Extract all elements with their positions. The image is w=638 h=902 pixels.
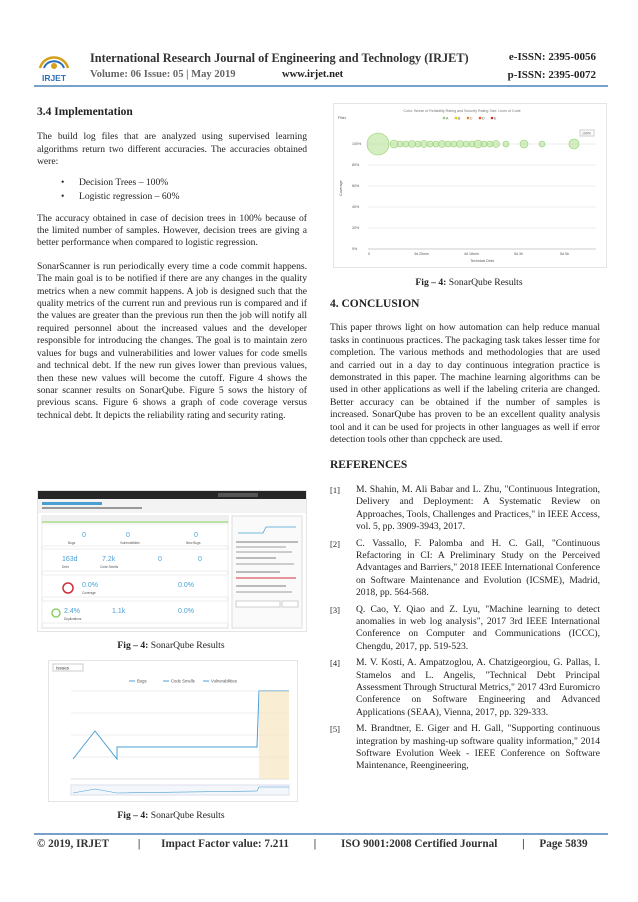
reference-item xyxy=(330,538,600,600)
page-footer xyxy=(37,838,607,850)
legend-b: B xyxy=(458,116,461,121)
footer-rule xyxy=(34,833,608,835)
figure-caption xyxy=(333,277,605,288)
reference-item xyxy=(330,484,600,534)
irjet-logo xyxy=(34,50,74,84)
legend-c: C xyxy=(470,116,473,121)
accuracy-list xyxy=(37,177,307,205)
p-issn: p-ISSN: 2395-0072 xyxy=(507,69,596,81)
bubble-title: Color: Worse of Reliability Rating and Security Rating Size: Lines of Code xyxy=(403,109,521,113)
metric-code-smells: 7.2k xyxy=(102,556,116,563)
paragraph-conclusion: This paper throws light on how automation can help reduce manual tasks in continuous practices. The packaging task takes lesser time for completion. The various methods and methodologies that are used and carried out in a day to day continuous integration practice is demonstrated in this paper. The machine learning algorithms can be used in other applications as well if the labeling criteria are changed. Better accuracy can be obtained if the number of samples is increased. SonarQube has proven to be an excellent quality analysis tool and it can be used for projects in other languages as well if error detection tools other than cppcheck are used. xyxy=(330,322,600,446)
section-heading-references: REFERENCES xyxy=(330,459,408,472)
footer-separator: | xyxy=(522,838,525,850)
journal-header xyxy=(0,0,638,92)
history-chart xyxy=(49,661,297,801)
footer-iso: ISO 9001:2008 Certified Journal xyxy=(341,838,498,850)
metric-coverage: 0.0% xyxy=(82,582,98,589)
caption-text: SonarQube Results xyxy=(150,640,225,651)
footer-page-number: Page 5839 xyxy=(539,838,588,850)
sonarqube-history-figure xyxy=(48,660,298,802)
ytick: 0% xyxy=(352,247,358,251)
caption-label: Fig – 4: xyxy=(117,640,149,651)
bubble-corner-label: Filter xyxy=(338,116,346,120)
e-issn: e-ISSN: 2395-0056 xyxy=(508,51,596,63)
reference-item xyxy=(330,723,600,773)
label-bugs: Bugs xyxy=(68,541,76,545)
label-new-bugs: New Bugs xyxy=(186,541,201,545)
reference-text: M. V. Kosti, A. Ampatzoglou, A. Chatzigeorgiou, G. Pallas, I. Stamelos and L. Angelis, "Technical Debt Principal Assessment Through Structural Metrics," 2017 43rd Euromicro Conference on Software Engineering and Advanced Applications (SEAA), Vienna, 2017, pp. 329-333. xyxy=(356,657,600,718)
legend-e: E xyxy=(494,116,497,121)
paragraph-sonarscanner: SonarScanner is run periodically every time a code commit happens. The main goal is to be notified if there are any changes in the quality metrics when a new commit happens. A job is designed such that the quality metrics of the current run and previous run is compared and if the values are greater than the previous run then the job will notify all required personnel about the increased values and the developer responsible for introducing the changes. The goal is to maintain zero values for bugs and vulnerabilities and lower values for code smells and technical debt. If the new run gives lower than previous values, then these new values will become the cutoff. Figure 4 shows the sonar scanner results on SonarQube. Figure 5 sows the history of previous scans. Figure 6 shows a graph of code coverage versus technical debt. It depicts the reliability rating and security rating. xyxy=(37,260,307,421)
legend-vulnerabilities: Vulnerabilities xyxy=(211,678,237,684)
right-column xyxy=(330,298,600,777)
metric-new-debt: 0 xyxy=(158,556,162,563)
figure-caption xyxy=(37,810,305,821)
bubble-chart xyxy=(334,104,606,267)
reference-text: Q. Cao, Y. Qiao and Z. Lyu, "Machine learning to detect anomalies in web log analysis", 2017 3rd IEEE International Conference on Computer and Communications (ICCC), Chengdu, 2017, pp. 519-523. xyxy=(356,603,600,652)
footer-separator: | xyxy=(137,838,141,850)
reference-item xyxy=(330,657,600,719)
xtick: 3d 20min xyxy=(414,252,429,256)
reference-number: [1] xyxy=(330,484,340,495)
bubble-pct-badge: 100% xyxy=(582,131,591,136)
reference-number: [3] xyxy=(330,604,340,615)
list-item: • Decision Trees – 100% xyxy=(37,177,307,191)
bubble-ylabel: Coverage xyxy=(339,180,343,196)
references-list xyxy=(330,484,600,773)
metric-new-bugs: 0 xyxy=(194,532,198,539)
legend-code-smells: Code Smells xyxy=(171,678,195,684)
label-duplications: Duplications xyxy=(64,617,82,621)
journal-title: International Research Journal of Engineering and Technology (IRJET) xyxy=(90,51,469,65)
paragraph-decision-trees: The accuracy obtained in case of decision trees in 100% because of the limited number of samples. However, decision trees are giving a better performance when compared to logistic regression. xyxy=(37,212,307,249)
website-link[interactable]: www.irjet.net xyxy=(282,69,344,80)
metric-duplicated-blocks: 1.1k xyxy=(112,608,126,615)
footer-copyright: © 2019, IRJET xyxy=(37,838,110,850)
ytick: 60% xyxy=(352,184,360,188)
metric-debt: 163d xyxy=(62,556,78,563)
left-column xyxy=(37,100,307,422)
metric-new-coverage: 0.0% xyxy=(178,582,194,589)
legend-a: A xyxy=(446,116,449,121)
xtick: 5d 3h xyxy=(514,252,523,256)
label-coverage: Coverage xyxy=(82,591,96,595)
metric-new-code-smells: 0 xyxy=(198,556,202,563)
bubble-xlabel: Technical Debt xyxy=(470,259,494,263)
list-item: • Logistic regression – 60% xyxy=(37,191,307,205)
paragraph-accuracies: The build log files that are analyzed using supervised learning algorithms return two different accuracies. The accuracies obtained were: xyxy=(37,131,307,168)
section-heading-implementation: 3.4 Implementation xyxy=(37,106,133,118)
reference-number: [2] xyxy=(330,538,340,549)
figure-caption xyxy=(37,640,305,651)
ytick: 40% xyxy=(352,205,360,209)
legend-d: D xyxy=(482,116,485,121)
caption-text: SonarQube Results xyxy=(150,810,225,821)
footer-separator: | xyxy=(313,838,317,850)
reference-number: [4] xyxy=(330,658,340,669)
reference-text: M. Brandtner, E. Giger and H. Gall, "Supporting continuous integration by mashing-up software quality information," 2014 Software Evolution Week - IEEE Conference on Software Maintenance, Reengineering, xyxy=(356,723,600,772)
reference-item xyxy=(330,604,600,654)
logo-text: IRJET xyxy=(41,73,67,83)
label-code-smells: Code Smells xyxy=(100,565,119,569)
metric-new-duplications: 0.0% xyxy=(178,608,194,615)
caption-text: SonarQube Results xyxy=(448,277,523,288)
footer-impact-factor: Impact Factor value: 7.211 xyxy=(161,838,289,850)
volume-issue: Volume: 06 Issue: 05 | May 2019 xyxy=(90,69,236,80)
caption-label: Fig – 4: xyxy=(415,277,447,288)
label-vulnerabilities: Vulnerabilities xyxy=(120,541,140,545)
xtick: 0 xyxy=(368,252,370,256)
header-rule xyxy=(34,85,608,87)
reference-number: [5] xyxy=(330,724,340,735)
ytick: 80% xyxy=(352,163,360,167)
history-dropdown: Issues xyxy=(56,665,70,671)
xtick: 5d 5h xyxy=(560,252,569,256)
ytick: 20% xyxy=(352,226,360,230)
label-debt: Debt xyxy=(62,565,69,569)
ytick: 100% xyxy=(352,142,362,146)
sonarqube-dashboard-figure xyxy=(37,490,307,632)
reference-text: M. Shahin, M. Ali Babar and L. Zhu, "Continuous Integration, Delivery and Deployment: A Systematic Review on Approaches, Tools, Challenges and Practices," in IEEE Access, vol. 5, pp. 3909-3943, 2017. xyxy=(356,483,600,533)
metric-bugs: 0 xyxy=(82,532,86,539)
dashboard-screenshot xyxy=(38,491,306,631)
caption-label: Fig – 4: xyxy=(117,810,149,821)
metric-vulnerabilities: 0 xyxy=(126,532,130,539)
metric-duplications: 2.4% xyxy=(64,608,80,615)
legend-bugs: Bugs xyxy=(137,678,147,684)
reference-text: C. Vassallo, F. Palomba and H. C. Gall, "Continuous Refactoring in CI: A Preliminary Study on the Perceived Advantages and Barriers," 2018 IEEE International Conference on Software Maintenance and Evolution (ICSME), Madrid, 2018, pp. 564-568. xyxy=(356,537,600,599)
section-heading-conclusion: 4. CONCLUSION xyxy=(330,298,420,310)
sonarqube-bubble-figure xyxy=(333,103,607,268)
xtick: 4d 18min xyxy=(464,252,479,256)
